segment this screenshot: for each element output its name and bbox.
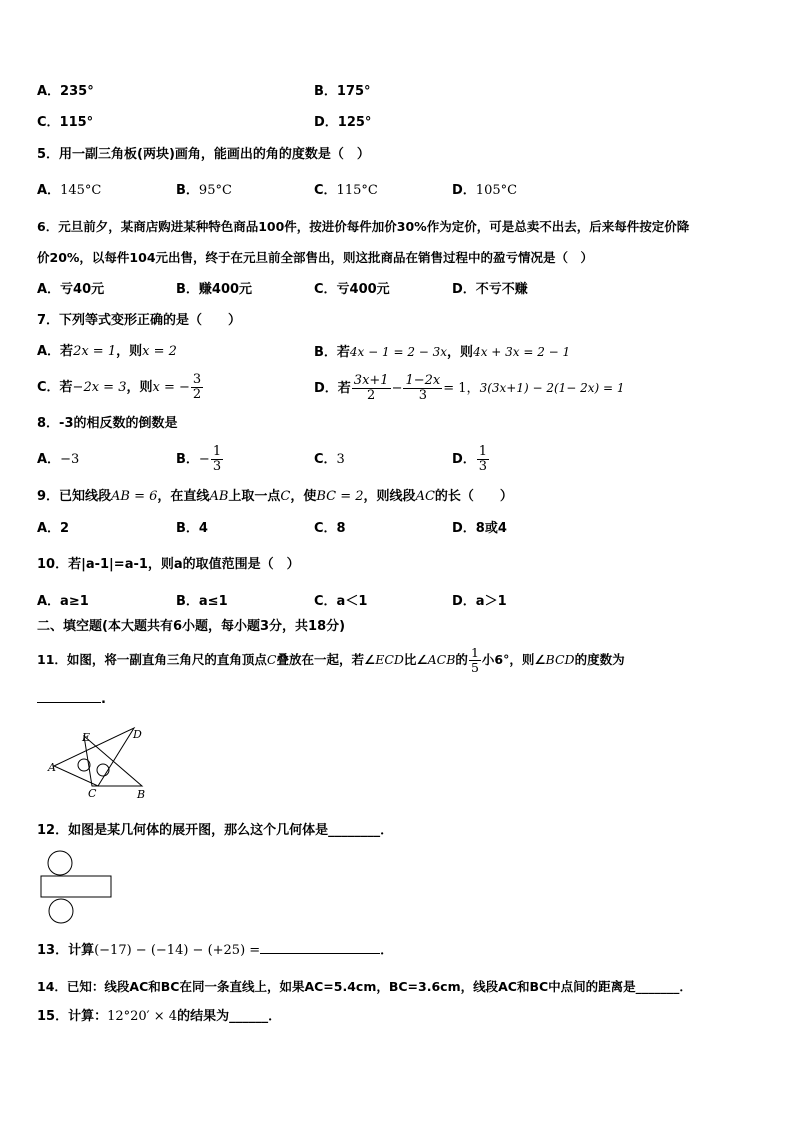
q7-d-denominator-2: 3 xyxy=(418,388,428,403)
q7-d-minus: − xyxy=(391,381,403,396)
q9-line-ab: AB xyxy=(209,489,229,504)
q7-d-numerator-2: 1−2x xyxy=(405,373,441,388)
q11-stem xyxy=(37,640,625,680)
q11-prefix: 11．如图，将一副直角三角尺的直角顶点 xyxy=(37,652,267,667)
q11-suffix: 的度数为 xyxy=(574,652,625,667)
q7-option-b xyxy=(314,343,570,362)
q9-bc-length: BC = 2 xyxy=(316,489,364,504)
q12-stem: 12．如图是某几何体的展开图，那么这个几何体是________． xyxy=(37,823,394,838)
set-square-hole-2 xyxy=(97,764,109,776)
q5-option-d xyxy=(452,182,517,200)
q8-b-numerator: 1 xyxy=(212,444,222,459)
q8-option-c xyxy=(314,440,345,480)
q10-stem: 10．若|a-1|=a-1，则a的取值范围是（ ） xyxy=(37,557,300,572)
q7-a-prefix: A．若 xyxy=(37,344,74,359)
q10-option-d: D．a＞1 xyxy=(452,594,507,609)
q9-segment-ac: AC xyxy=(415,489,435,504)
q6-stem-line1: 6．元旦前夕，某商店购进某种特色商品100件，按进价每件加价30%作为定价，可是总卖不出去，后来每件按定价降 xyxy=(37,219,690,234)
q12-net-figure xyxy=(38,848,116,926)
label-e: E xyxy=(82,731,91,744)
q15-prefix: 15．计算： xyxy=(37,1009,108,1024)
q10-option-b: B．a≤1 xyxy=(176,594,228,609)
q8-d-denominator: 3 xyxy=(478,459,488,474)
q13-stem xyxy=(37,941,393,960)
q7-d-result: 3(3x+1) − 2(1− 2x) = 1 xyxy=(479,381,625,395)
net-bottom-circle xyxy=(49,899,73,923)
triangle-acd xyxy=(54,728,134,786)
q13-answer-blank xyxy=(260,941,380,954)
q4-option-b: B．175° xyxy=(314,84,371,99)
q9-text-2: 上取一点 xyxy=(228,489,281,504)
q15-stem xyxy=(37,1008,281,1026)
q11-denominator: 5 xyxy=(470,660,479,675)
q9-stem xyxy=(37,488,513,506)
q8-b-denominator: 3 xyxy=(212,459,222,474)
q7-c-result: x = − xyxy=(152,380,190,395)
q9-text-3: ，使 xyxy=(290,489,317,504)
q5-b-value: 95°C xyxy=(198,183,232,198)
q5-d-label: D． xyxy=(452,183,476,198)
q8-b-label: B． xyxy=(176,452,199,467)
q8-d-label: D． xyxy=(452,452,476,467)
q11-answer-line xyxy=(37,690,106,709)
q11-vertex-c: C xyxy=(266,652,277,667)
q7-d-numerator-1: 3x+1 xyxy=(353,373,389,388)
q7-c-prefix: C．若 xyxy=(37,380,73,395)
q7-d-denominator-1: 2 xyxy=(367,388,376,403)
q11-angle-bcd: BCD xyxy=(545,652,575,667)
q6-option-d: D．不亏不赚 xyxy=(452,282,528,297)
q9-prefix: 9．已知线段 xyxy=(37,489,112,504)
label-a: A xyxy=(48,761,56,774)
q5-a-value: 145°C xyxy=(60,183,102,198)
q11-angle-acb: ACB xyxy=(427,652,456,667)
q8-b-sign: − xyxy=(198,452,210,467)
q8-b-fraction xyxy=(211,445,223,474)
q11-fraction xyxy=(469,646,481,675)
q8-c-label: C． xyxy=(314,452,337,467)
q11-answer-blank xyxy=(37,690,101,703)
q11-angle-ecd: ECD xyxy=(375,652,404,667)
q5-b-label: B． xyxy=(176,183,199,198)
q5-c-label: C． xyxy=(314,183,337,198)
q9-text-1: ，在直线 xyxy=(157,489,210,504)
q7-a-then: ，则 xyxy=(116,344,143,359)
q4-option-a: A．235° xyxy=(37,84,94,99)
q9-point-c: C xyxy=(280,489,291,504)
triangle-ecb xyxy=(84,736,142,786)
q7-c-equation: −2x = 3 xyxy=(72,380,127,395)
q11-period: . xyxy=(101,692,106,707)
q15-suffix: 的结果为______． xyxy=(177,1009,282,1024)
q9-ab-length: AB = 6 xyxy=(111,489,158,504)
q7-a-result: x = 2 xyxy=(142,344,177,359)
q8-option-b xyxy=(176,440,224,480)
q10-option-c: C．a＜1 xyxy=(314,594,368,609)
q7-d-equals: = 1， xyxy=(443,381,480,396)
q8-d-numerator: 1 xyxy=(478,444,488,459)
q7-b-prefix: B．若 xyxy=(314,345,350,360)
label-d: D xyxy=(133,728,142,741)
q7-b-equation: 4x − 1 = 2 − 3x xyxy=(349,345,448,359)
q8-c-value: 3 xyxy=(336,452,345,467)
q11-text-2: 比∠ xyxy=(403,652,428,667)
q6-option-b: B．赚400元 xyxy=(176,282,253,297)
label-c: C xyxy=(88,787,97,800)
q9-option-d: D．8或4 xyxy=(452,521,507,536)
q7-d-prefix: D．若 xyxy=(314,381,351,396)
q11-text-1: 叠放在一起，若∠ xyxy=(276,652,376,667)
q9-option-b: B．4 xyxy=(176,521,208,536)
q5-option-c xyxy=(314,182,378,200)
q8-a-value: −3 xyxy=(60,452,80,467)
q7-c-numerator: 3 xyxy=(192,372,202,387)
q6-option-a: A．亏40元 xyxy=(37,282,105,297)
q7-option-d xyxy=(314,368,625,409)
q7-b-result: 4x + 3x = 2 − 1 xyxy=(473,345,571,359)
q4-option-d: D．125° xyxy=(314,115,372,130)
q7-c-denominator: 2 xyxy=(192,387,202,402)
q7-option-c xyxy=(37,368,204,408)
q8-option-d xyxy=(452,440,490,480)
q7-c-then: ，则 xyxy=(126,380,153,395)
q13-period: ． xyxy=(380,943,394,958)
q9-option-c: C．8 xyxy=(314,521,346,536)
q7-b-then: ，则 xyxy=(447,345,474,360)
q5-c-value: 115°C xyxy=(336,183,378,198)
q4-option-c: C．115° xyxy=(37,115,94,130)
q11-triangle-figure xyxy=(46,722,156,802)
q7-option-a xyxy=(37,343,177,361)
q8-option-a xyxy=(37,440,79,480)
q8-stem: 8．-3的相反数的倒数是 xyxy=(37,416,178,431)
net-top-circle xyxy=(48,851,72,875)
q6-option-c: C．亏400元 xyxy=(314,282,390,297)
q14-stem: 14．已知：线段AC和BC在同一条直线上，如果AC=5.4cm，BC=3.6cm，线段AC和BC中点间的距离是_______． xyxy=(37,979,692,994)
q5-a-label: A． xyxy=(37,183,61,198)
q7-d-fraction-1 xyxy=(352,374,391,403)
q13-expression: (−17) − (−14) − (+25) = xyxy=(94,943,261,958)
q5-option-b xyxy=(176,182,232,200)
label-b: B xyxy=(137,788,146,801)
q5-option-a xyxy=(37,182,101,200)
q7-c-fraction xyxy=(191,373,203,402)
q11-numerator: 1 xyxy=(470,645,479,660)
q10-option-a: A．a≥1 xyxy=(37,594,89,609)
q7-stem: 7．下列等式变形正确的是（ ） xyxy=(37,313,242,328)
q5-stem: 5．用一副三角板(两块)画角，能画出的角的度数是（ ） xyxy=(37,147,370,162)
q9-suffix: 的长（ ） xyxy=(434,489,513,504)
q13-prefix: 13．计算 xyxy=(37,943,95,958)
q15-expression: 12°20′ × 4 xyxy=(107,1009,178,1024)
net-rectangle xyxy=(41,876,111,897)
q5-d-value: 105°C xyxy=(475,183,518,198)
q7-a-equation: 2x = 1 xyxy=(73,344,117,359)
q7-d-fraction-2 xyxy=(403,374,442,403)
q8-a-label: A． xyxy=(37,452,61,467)
q11-text-4: 小6°，则∠ xyxy=(481,652,546,667)
q6-stem-line2: 价20%，以每件104元出售，终于在元旦前全部售出，则这批商品在销售过程中的盈亏情况是（ ） xyxy=(37,250,594,265)
q9-text-4: ，则线段 xyxy=(363,489,416,504)
section-2-heading: 二、填空题(本大题共有6小题，每小题3分，共18分) xyxy=(37,619,346,634)
q9-option-a: A．2 xyxy=(37,521,70,536)
q11-text-3: 的 xyxy=(455,652,468,667)
q8-d-fraction xyxy=(477,445,489,474)
